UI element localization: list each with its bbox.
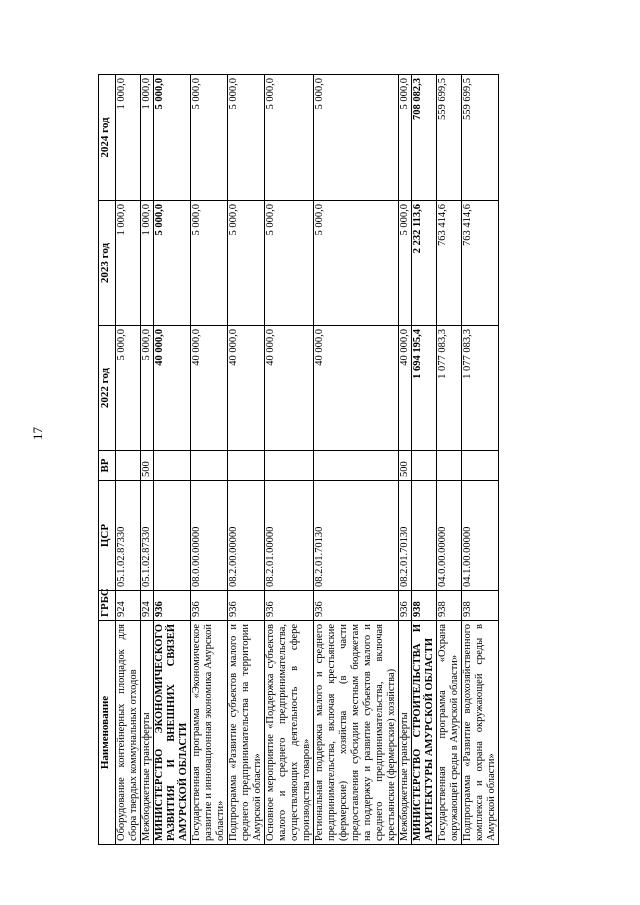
cell-name: Государственная программа «Экономическое развитие и инновационная экономика Амурской области»: [191, 621, 228, 845]
cell-csr: 08.2.01.00000: [265, 481, 314, 591]
cell-vr: [462, 451, 499, 481]
cell-y2024: 5 000,0: [265, 75, 314, 201]
cell-csr: 08.2.00.00000: [228, 481, 265, 591]
table-row: [399, 75, 412, 845]
cell-vr: 500: [399, 451, 412, 481]
cell-y2024: 5 000,0: [191, 75, 228, 201]
cell-csr: 04.0.00.00000: [437, 481, 462, 591]
cell-y2022: 40 000,0: [191, 326, 228, 451]
cell-y2023: 5 000,0: [228, 201, 265, 326]
cell-csr: 08.2.01.70130: [314, 481, 399, 591]
cell-name: Межбюджетные трансферты: [399, 621, 412, 845]
budget-table: [98, 74, 499, 845]
table-header-row: [99, 75, 116, 845]
budget-table-container: [98, 75, 568, 845]
cell-grbs: 938: [437, 591, 462, 621]
table-row: [141, 75, 154, 845]
cell-name: Подпрограмма «Развитие субъектов малого и среднего предпринимательства на территории Амурской области»: [228, 621, 265, 845]
cell-y2022: 1 694 195,4: [412, 326, 437, 451]
cell-y2024: 1 000,0: [141, 75, 154, 201]
cell-y2023: 5 000,0: [314, 201, 399, 326]
cell-grbs: 936: [265, 591, 314, 621]
table-row: [116, 75, 141, 845]
cell-y2024: 559 699,5: [462, 75, 499, 201]
cell-name: Подпрограмма «Развитие водохозяйственного комплекса и охрана окружающей среды в Амурской области»: [462, 621, 499, 845]
header-2024: 2024 год: [99, 75, 116, 201]
cell-y2023: 5 000,0: [399, 201, 412, 326]
table-body: [116, 75, 499, 845]
cell-grbs: 936: [191, 591, 228, 621]
cell-grbs: 936: [228, 591, 265, 621]
cell-y2023: 1 000,0: [141, 201, 154, 326]
header-2022: 2022 год: [99, 326, 116, 451]
cell-csr: 08.0.00.00000: [191, 481, 228, 591]
cell-vr: [437, 451, 462, 481]
cell-name: Оборудование контейнерных площадок для сбора твердых коммунальных отходов: [116, 621, 141, 845]
cell-vr: [314, 451, 399, 481]
cell-grbs: 924: [116, 591, 141, 621]
page-number: 17: [30, 427, 45, 440]
cell-name: Региональная поддержка малого и среднего предпринимательства, включая крестьянские (фермерские) хозяйства (в части предоставления субсидии местным бюджетам на поддержку и развитие субъектов малого и среднего предпринимательства, включая крестьянские (фермерские) хозяйства): [314, 621, 399, 845]
header-name: Наименование: [99, 621, 116, 845]
cell-y2024: 559 699,5: [437, 75, 462, 201]
cell-grbs: 936: [154, 591, 191, 621]
cell-y2024: 5 000,0: [154, 75, 191, 201]
cell-csr: 04.1.00.00000: [462, 481, 499, 591]
cell-y2022: 5 000,0: [116, 326, 141, 451]
cell-vr: [191, 451, 228, 481]
cell-y2024: 5 000,0: [314, 75, 399, 201]
cell-vr: [116, 451, 141, 481]
cell-y2023: 1 000,0: [116, 201, 141, 326]
cell-vr: 500: [141, 451, 154, 481]
cell-csr: [412, 481, 437, 591]
cell-grbs: 936: [314, 591, 399, 621]
cell-y2023: 5 000,0: [191, 201, 228, 326]
cell-name: МИНИСТЕРСТВО ЭКОНОМИЧЕСКОГО РАЗВИТИЯ И ВНЕШНИХ СВЯЗЕЙ АМУРСКОЙ ОБЛАСТИ: [154, 621, 191, 845]
table-row: [191, 75, 228, 845]
cell-csr: [154, 481, 191, 591]
cell-y2024: 708 082,3: [412, 75, 437, 201]
cell-name: МИНИСТЕРСТВО СТРОИТЕЛЬСТВА И АРХИТЕКТУРЫ АМУРСКОЙ ОБЛАСТИ: [412, 621, 437, 845]
cell-y2024: 5 000,0: [399, 75, 412, 201]
header-2023: 2023 год: [99, 201, 116, 326]
cell-y2023: 5 000,0: [154, 201, 191, 326]
cell-vr: [228, 451, 265, 481]
cell-y2022: 1 077 083,3: [462, 326, 499, 451]
table-row: [412, 75, 437, 845]
cell-grbs: 936: [399, 591, 412, 621]
cell-y2023: 2 232 113,6: [412, 201, 437, 326]
cell-y2022: 40 000,0: [399, 326, 412, 451]
cell-vr: [265, 451, 314, 481]
cell-name: Государственная программа «Охрана окружающей среды в Амурской области»: [437, 621, 462, 845]
cell-y2022: 1 077 083,3: [437, 326, 462, 451]
cell-grbs: 938: [412, 591, 437, 621]
cell-y2024: 1 000,0: [116, 75, 141, 201]
header-vr: ВР: [99, 451, 116, 481]
cell-csr: 05.1.02.87330: [116, 481, 141, 591]
cell-name: Межбюджетные трансферты: [141, 621, 154, 845]
table-row: [437, 75, 462, 845]
table-row: [462, 75, 499, 845]
cell-csr: 08.2.01.70130: [399, 481, 412, 591]
table-row: [265, 75, 314, 845]
cell-y2022: 40 000,0: [228, 326, 265, 451]
cell-name: Основное мероприятие «Поддержка субъектов малого и среднего предпринимательства, осуществляющих деятельность в сфере производства товаров»: [265, 621, 314, 845]
cell-y2023: 763 414,6: [462, 201, 499, 326]
table-row: [314, 75, 399, 845]
cell-y2023: 763 414,6: [437, 201, 462, 326]
cell-vr: [412, 451, 437, 481]
cell-y2022: 40 000,0: [154, 326, 191, 451]
cell-y2022: 5 000,0: [141, 326, 154, 451]
cell-y2024: 5 000,0: [228, 75, 265, 201]
header-grbs: ГРБС: [99, 591, 116, 621]
table-row: [228, 75, 265, 845]
table-row: [154, 75, 191, 845]
cell-y2023: 5 000,0: [265, 201, 314, 326]
cell-y2022: 40 000,0: [314, 326, 399, 451]
cell-y2022: 40 000,0: [265, 326, 314, 451]
cell-grbs: 938: [462, 591, 499, 621]
cell-grbs: 924: [141, 591, 154, 621]
cell-vr: [154, 451, 191, 481]
cell-csr: 05.1.02.87330: [141, 481, 154, 591]
header-csr: ЦСР: [99, 481, 116, 591]
